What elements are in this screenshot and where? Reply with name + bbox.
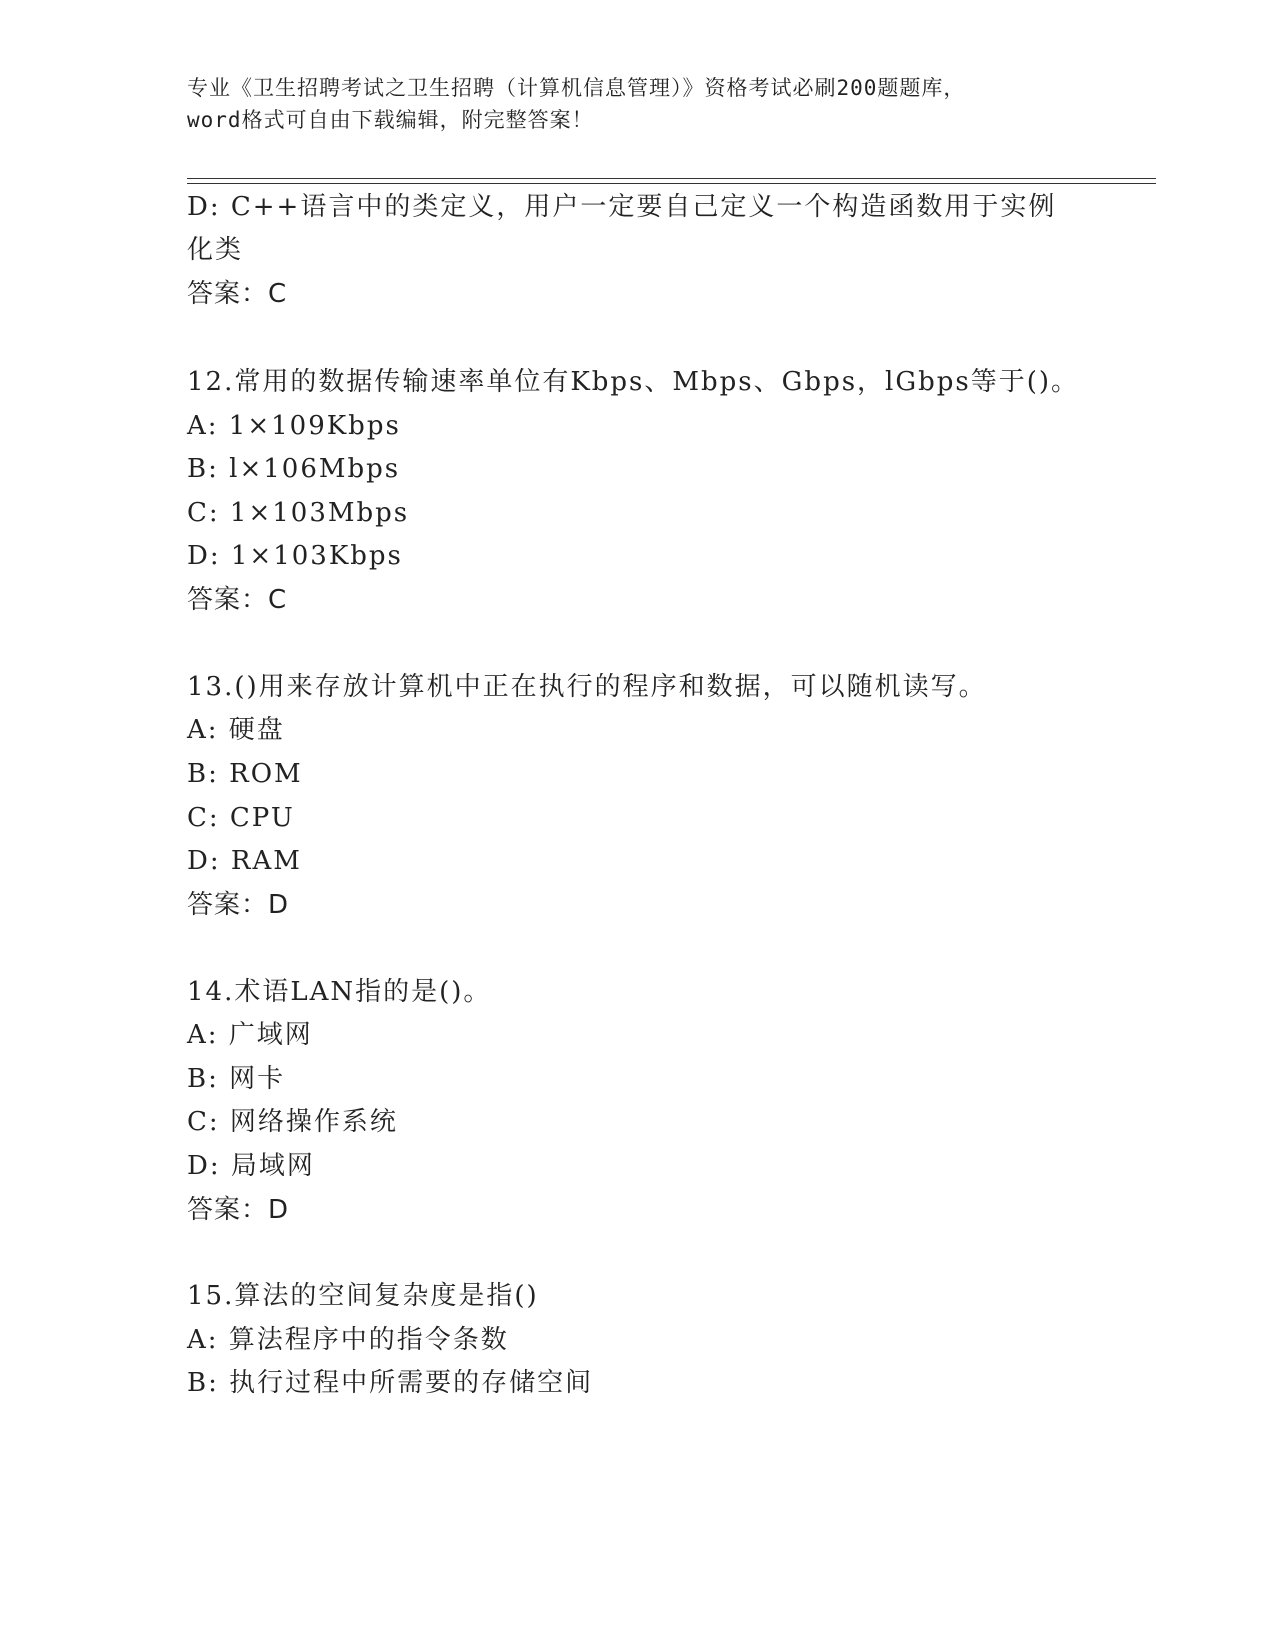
question-14-stem: 14.术语LAN指的是()。	[187, 977, 492, 1007]
question-12-option-c: C: 1×103Mbps	[187, 498, 410, 528]
question-12-option-d: D: 1×103Kbps	[187, 541, 403, 571]
answer-q14: 答案：D	[187, 1195, 290, 1225]
question-15-stem: 15.算法的空间复杂度是指()	[187, 1281, 539, 1311]
option-d-continued: D: C++语言中的类定义，用户一定要自己定义一个构造函数用于实例	[187, 192, 1057, 222]
answer-q11: 答案：C	[187, 279, 288, 309]
question-13-option-d: D: RAM	[187, 846, 302, 876]
question-14-option-a: A: 广域网	[187, 1020, 313, 1050]
question-12-option-b: B: l×106Mbps	[187, 454, 401, 484]
question-13-option-a: A: 硬盘	[187, 715, 285, 745]
question-14-option-d: D: 局域网	[187, 1151, 315, 1181]
option-d-continued-wrap: 化类	[187, 235, 244, 265]
question-14-option-c: C: 网络操作系统	[187, 1107, 398, 1137]
document-header	[187, 72, 1087, 136]
question-13-option-c: C: CPU	[187, 803, 295, 833]
question-12-option-a: A: 1×109Kbps	[187, 411, 401, 441]
answer-q12: 答案：C	[187, 585, 288, 615]
answer-q13: 答案：D	[187, 890, 290, 920]
question-13-option-b: B: ROM	[187, 759, 303, 789]
header-divider-top	[187, 178, 1156, 179]
header-title-line-1: 专业《卫生招聘考试之卫生招聘（计算机信息管理）》资格考试必刷200题题库，	[187, 76, 966, 100]
header-title-line-2: word格式可自由下载编辑，附完整答案！	[187, 108, 594, 132]
question-15-option-a: A: 算法程序中的指令条数	[187, 1325, 509, 1355]
question-13-stem: 13.()用来存放计算机中正在执行的程序和数据，可以随机读写。	[187, 672, 987, 702]
question-12-stem: 12.常用的数据传输速率单位有Kbps、Mbps、Gbps，lGbps等于()。	[187, 367, 1080, 397]
header-divider-bottom	[187, 183, 1156, 184]
question-14-option-b: B: 网卡	[187, 1064, 286, 1094]
question-15-option-b: B: 执行过程中所需要的存储空间	[187, 1368, 594, 1398]
